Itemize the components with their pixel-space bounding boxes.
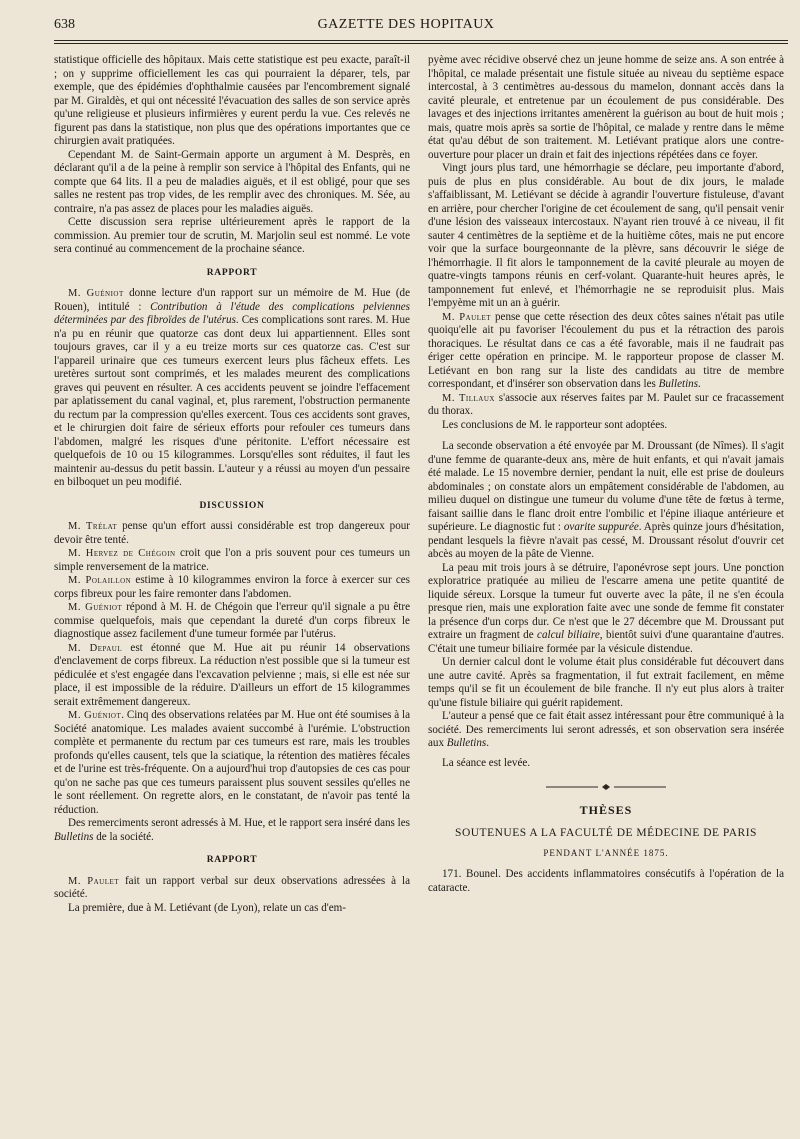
section-heading: DISCUSSION [199,500,265,511]
paragraph: statistique officielle des hôpitaux. Mais cette statistique est peu exacte, paraît-il ; on y supprime officiellement les cas qui pourraient la déparer, tels, par exemple, que des épidémies d'ophthalmie causées par l'encombrement signalé par M. Giraldès, et qui ont nécessité l'évacuation des salles de son service après qu'une religieuse et plusieurs infirmières y eurent perdu la vue. Ces relevés ne figurent pas dans la statistique, non plus que des opérations importantes que ce chirurgien avait pratiquées. [54,54,410,147]
paragraph: Les conclusions de M. le rapporteur sont adoptées. [442,418,668,431]
paragraph: M. Depaul est étonné que M. Hue ait pu réunir 14 observations d'enclavement de corps fibreux. La réduction n'est possible que si la tumeur est pédiculée et s'est engagée dans l'excavation pelvienne ; mais, si elle est née sur place, il est impossible de la réduire. D'ailleurs un effort de 15 kilogrammes serait extrêmement dangereux. [54,641,410,708]
speaker-name: M. Polaillon [68,575,132,586]
speaker-name: M. Guéniot [68,710,122,721]
memoir-title: Contribution à l'étude des complications pelviennes déterminées par des fibroïdes de l'utérus [54,300,410,326]
section-heading: RAPPORT [206,267,258,278]
paragraph: La peau mit trois jours à se détruire, l'aponévrose sept jours. Une ponction exploratrice pratiquée au milieu de l'escarre amena une petite quantité de liquide séreux. Lorsque la tumeur fut ouverte avec la pâte, il ne s'en écoula presque rien, mais une exploration faite avec une sonde de femme fit constater la présence d'un corps dur. Ce n'est que le 27 décembre que M. Droussant put extraire un fragment de calcul biliaire, bientôt suivi d'une quarantaine d'autres. C'était une tumeur biliaire formée par la vésicule distendue. [428,561,784,655]
journal-title: Bulletins [446,737,487,749]
paragraph: L'auteur a pensé que ce fait était assez intéressant pour être communiqué à la société. Des remerciments lui seront adressés, et son observation sera insérée aux Bulletins. [428,710,784,749]
running-title: GAZETTE DES HOPITAUX [317,17,495,32]
paragraph: M. Paulet fait un rapport verbal sur deux observations adressées à la société. [54,874,410,900]
paragraph: M. Guéniot donne lecture d'un rapport sur un mémoire de M. Hue (de Rouen), intitulé : Contribution à l'étude des complications pelviennes déterminées par des fibroïdes de l'utérus. Ces complications sont rares. M. Hue n'a pu en réunir que quatorze cas dont deux lui appartiennent. Elles sont toujours graves, car il y a eu treize morts sur ces quatorze cas. C'est sur l'appareil urinaire que ces tumeurs exercent leurs plus fâcheux effets. Les uretères surtout sont comprimés, et les malades meurent des complications graves qui peuvent en résulter. A ces accidents peuvent se joindre l'effacement par aplatissement du canal vaginal, et, plus rarement, l'obstruction permanente du rectum par la compression qu'elles exercent. Tous ces accidents sont graves, et le chirurgien doit faire de sérieux efforts pour refouler ces tumeurs dans l'abdomen, malgré les risques d'une péritonite. L'effort nécessaire est quelquefois de 10 ou 15 kilogrammes. Lorsqu'elles sont réduites, il faut les maintenir au-dessus du petit bassin. L'auteur y a réussi au moyen d'un pessaire en bilboquet un peu modifié. [54,287,411,488]
speaker-name: M. Tillaux [442,392,495,404]
page-number: 638 [54,17,75,32]
paragraph: Des remerciments seront adressés à M. Hue, et le rapport sera inséré dans les Bulletins de la société. [54,817,410,843]
speaker-name: M. Guéniot [68,602,123,613]
speaker-name: M. Guéniot [68,288,124,299]
header-rule [54,43,788,44]
paragraph: Cette discussion sera reprise ultérieurement après le rapport de la commission. Au premier tour de scrutin, M. Marjolin seul est nommé. Le vote sera continué au commencement de la prochaine séance. [54,216,410,255]
paragraph: M. Paulet pense que cette résection des deux côtes saines n'était pas utile quoiqu'elle ait pu favoriser l'écoulement du pus et la rétraction des parois thoraciques. Le résultat dans ce cas a été favorable, mais il ne faudrait pas ériger cette opération en principe. M. le rapporteur propose de classer M. Letiévant en bon rang sur la liste des candidats au titre de membre correspondant, et d'insérer son observation dans les Bulletins. [428,310,784,390]
speaker-name: M. Depaul [68,642,123,654]
paragraph: M. Tillaux s'associe aux réserves faites par M. Paulet sur ce fracassement du thorax. [428,391,784,417]
left-column [54,54,410,915]
speaker-name: M. Paulet [68,875,120,887]
paragraph: M. Guéniot. Cinq des observations relatées par M. Hue ont été soumises à la Société anatomique. Les malades avaient succombé à l'urémie. L'obstruction complète et permanente du rectum par ces tumeurs est rare, mais les troubles profonds qu'elles causent, tels que la sciatique, la rétention des matières fécales et de l'urine est très-fréquente. On a aujourd'hui trop d'autopsies de ces cas pour qu'on ne sache pas que ces tumeurs paraissent plus souvent sessiles qu'elles ne le sont réellement. On regrette alors, en le constatant, de n'avoir pas tenté la réduction. [54,709,410,816]
paragraph: La seconde observation a été envoyée par M. Droussant (de Nîmes). Il s'agit d'une femme de quarante-deux ans, mère de huit enfants, et qui n'avait jamais été malade. Le 15 novembre dernier, pendant la nuit, elle est prise de douleurs abdominales ; on constate alors un empâtement considérable de l'abdomen, au milieu duquel on distingue une tumeur du volume d'une tête de fœtus à terme, faisant saillie dans le flanc droit entre l'ombilic et l'épine iliaque antérieure et supérieure. Le diagnostic fut : ovarite suppurée. Après quinze jours d'hésitation, pendant lesquels la fièvre n'avait pas cessé, M. Droussant résolut d'ouvrir cet abcès au moyen de la pâte de Vienne. [428,440,785,560]
right-column [428,54,784,915]
paragraph: pyème avec récidive observé chez un jeune homme de seize ans. A son entrée à l'hôpital, ce malade présentait une fistule située au niveau du septième espace intercostal, à 3 centimètres au-dessous du mamelon, donnant accès dans la cavité pleurale, et entretenue par un écoulement de pus considérable. Des lavages et des injections irritantes amenèrent la guérison au bout de huit mois ; mais, quatre mois après sa sortie de l'hôpital, ce malade y rentre dans le même état qu'au début de son traitement. M. Letiévant pratique alors une contre-ouverture pour placer un drain et fait des injections répétées dans ce foyer. [428,54,784,161]
page-header [54,14,788,41]
paragraph: Vingt jours plus tard, une hémorrhagie se déclare, peu importante d'abord, puis de plus en plus considérable. Au bout de dix jours, le malade s'affaiblissant, M. Letiévant se décide à agrandir l'ouverture fistuleuse, d'avant en arrière, pour chercher l'origine de cet écoulement de sang, qu'il pensait venir d'une lésion des vaisseaux intercostaux. N'ayant rien trouvé à ce niveau, il fit sauter 4 centimètres de la septième et de la huitième côtes, mais ne put encore voir que la surface bourgeonnante de la plèvre, sans découvrir le siége de l'hémorrhagie. Il fit alors le tamponnement de la cavité pleurale au moyen de quatre-vingts tampons réunis en cerf-volant. Quarante-huit heures après, le tamponnement fut enlevé, et l'hémorrhagie ne se reproduisit plus. Mais l'empyème mit un an à guérir. [428,162,784,309]
ornament-rule-icon [546,783,666,791]
text-columns [54,54,788,915]
theses-subheading: SOUTENUES A LA FACULTÉ DE MÉDECINE DE PARIS [455,827,757,839]
ornamental-separator [428,782,784,796]
section-heading: RAPPORT [206,855,258,865]
paragraph: M. Guéniot répond à M. H. de Chégoin que l'erreur qu'il signale a pu être commise quelquefois, mais que cependant la dureté d'un corps fibreux le diagnostique assez facilement d'une tumeur formée par l'utérus. [54,601,411,640]
diagnosis-term: calcul biliaire [537,629,600,641]
paragraph: Un dernier calcul dont le volume était plus considérable fut découvert dans une autre cavité. Après sa fragmentation, il fut extrait facilement, en même temps qu'il se fit un écoulement de bile franche. Il n'y eut plus alors à traiter qu'une fistule biliaire qui guérit rapidement. [428,656,784,709]
thesis-entry: 171. Bounel. Des accidents inflammatoires consécutifs à l'opération de la cataracte. [428,868,784,894]
paragraph: La première, due à M. Letiévant (de Lyon), relate un cas d'em- [68,901,346,914]
theses-heading: THÈSES [579,802,633,817]
paragraph: Cependant M. de Saint-Germain apporte un argument à M. Desprès, en déclarant qu'il a de la peine à remplir son service à l'hôpital des Enfants, qui ne compte que 64 lits. Il a peu de maladies aiguës, et il est obligé, pour que ses salles ne restent pas trop vides, de les remplir avec des chroniques. M. Sée, au contraire, n'a pas assez de places pour les maladies aiguës. [54,148,410,215]
paragraph: M. Polaillon estime à 10 kilogrammes environ la force à exercer sur ces corps fibreux pour les faire remonter dans l'abdomen. [54,574,410,600]
paragraph: M. Hervez de Chégoin croit que l'on a pris souvent pour ces tumeurs un simple renversement de la matrice. [54,547,410,573]
speaker-name: M. Paulet [442,311,492,323]
theses-year: PENDANT L'ANNÉE 1875. [543,847,669,858]
paragraph: La séance est levée. [442,756,531,769]
paragraph: M. Trélat pense qu'un effort aussi considérable est trop dangereux pour devoir être tenté. [54,520,410,546]
speaker-name: M. Trélat [68,521,118,532]
diagnosis-term: ovarite suppurée [563,521,639,533]
journal-title: Bulletins [658,378,699,390]
speaker-name: M. Hervez de Chégoin [68,548,176,559]
journal-title: Bulletins [54,830,94,843]
